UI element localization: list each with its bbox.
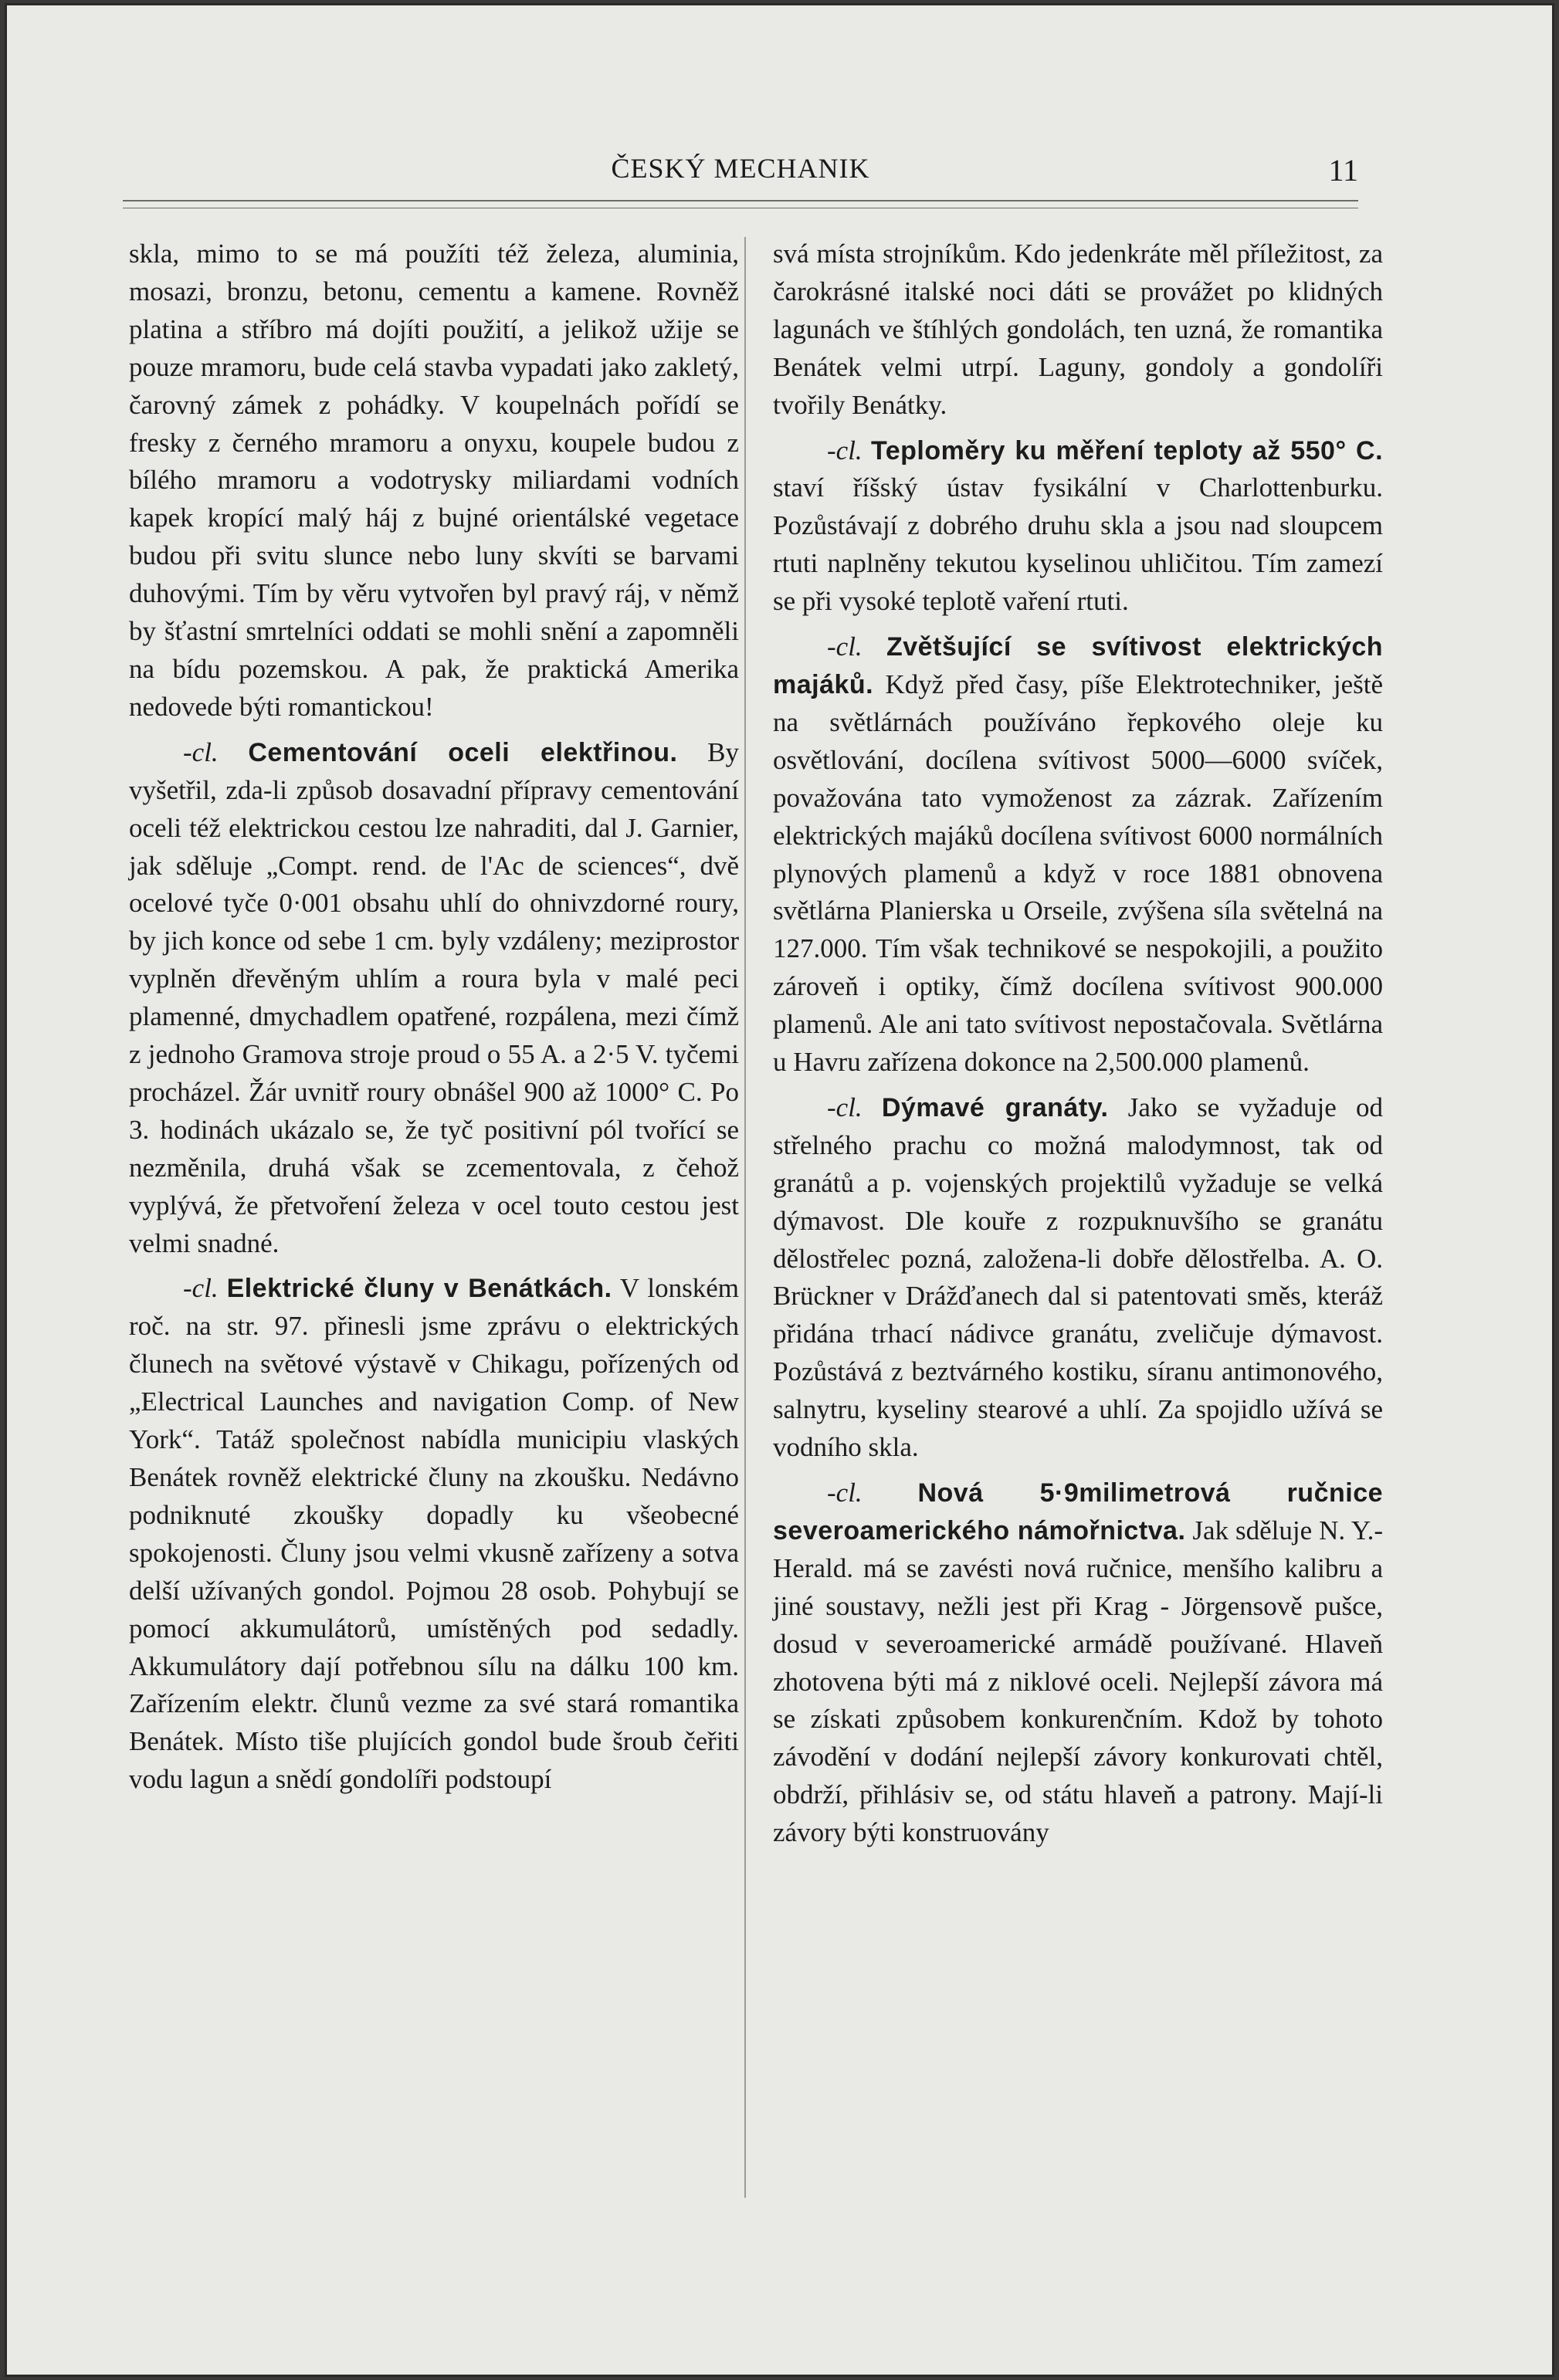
running-head: ČESKÝ MECHANIK — [611, 153, 870, 184]
page-number: 11 — [1328, 153, 1358, 188]
article-heading: Elektrické čluny v Benátkách. — [226, 1274, 612, 1304]
intro-paragraph: skla, mimo to se má použíti též železa, aluminia, mosazi, bronzu, betonu, cementu a kamene. Rovněž platina a stříbro má dojíti použití, a jelikož užije se pouze mramoru, bude celá stavba vypadati jako zakletý, čarovný zámek z pohádky. V koupelnách pořídí se fresky z černého mramoru a onyxu, koupele budou z bílého mramoru a vodotrysky miliardami vodních kapek kropící malý háj z bujné orientálské vegetace budou při svitu slunce nebo luny skvíti se barvami duhovými. Tím by věru vytvořen byl pravý ráj, v němž by šťastní smrtelníci oddati se mohli snění a zapomněli na bídu pozemskou. A pak, že praktická Amerika nedovede býti romantickou! — [129, 239, 739, 722]
article-lighthouses — [773, 628, 1383, 1082]
continuation-paragraph: svá místa strojníkům. Kdo jedenkráte měl příležitost, za čarokrásné italské noci dáti se provážet po klidných lagunách ve štíhlých gondolách, ten uzná, že romantika Benátek velmi utrpí. Laguny, gondoly a gondolíři tvořily Benátky. — [773, 239, 1383, 420]
article-smoke-grenades — [773, 1089, 1383, 1467]
page — [5, 3, 1554, 2377]
column-divider — [744, 237, 746, 2198]
article-heading: Teploměry ku měření teploty až 550° C. — [870, 435, 1384, 466]
right-column — [773, 235, 1383, 2273]
author-mark: -cl. — [827, 1092, 863, 1122]
author-mark: -cl. — [183, 736, 219, 767]
article-body: V lonském roč. na str. 97. přinesli jsme zprávu o elektrických člunech na světové výstavě v Chikagu, pořízených od „Electrical Launches and navigation Comp. of New York“. Tatáž společnost nabídla municipiu vlaských Benátek rovněž elektrické čluny na zkoušku. Nedávno podniknuté zkoušky dopadly ku všeobecné spokojenosti. Čluny jsou velmi vkusně zařízeny a sotva delší užívaných gondol. Pojmou 28 osob. Pohybují se pomocí akkumulátorů, umístěných pod sedadly. Akkumulátory dají potřebnou sílu na dálku 100 km. Zařízením elektr. člunů vezme za své stará romantika Benátek. Místo tiše plujících gondol bude šroub čeřiti vodu lagun a snědí gondolíři podstoupí — [129, 1273, 740, 1795]
article-electric-boats — [129, 1270, 739, 1799]
article-thermometers — [773, 432, 1383, 621]
article-body: Když před časy, píše Elektrotechniker, ještě na světlárnách používáno řepkového oleje ku osvětlování, docílena svítivost 5000—6000 svíček, považována tato vymoženost za zázrak. Zařízením elektrických majáků docílena svítivost 6000 normálních plynových plamenů a když v roce 1881 obnovena světlárna Planierska u Orseile, zvýšena síla světelná na 127.000. Tím však technikové se nespokojili, a použito zároveň i optiky, čímž docílena svítivost 900.000 plamenů. Ale ani tato svítivost nepostačovala. Světlárna u Havru zařízena dokonce na 2,500.000 plamenů. — [773, 669, 1384, 1078]
page-header — [123, 152, 1358, 198]
article-body: Jako se vyžaduje od střelného prachu co možná malodymnost, tak od granátů a p. vojenských projektilů vyžaduje se velká dýmavost. Dle kouře z rozpuknuvšího se granátu dělostřelec pozná, založena-li dobře dělostřelba. A. O. Brückner v Drážďanech dal si patentovati směs, kteráž přidána trhací nádivce granátu, zveličuje dýmavost. Pozůstává z beztvárného kostiku, síranu antimonového, salnytru, kyseliny stearové a uhlí. Za spojidlo užívá se vodního skla. — [773, 1092, 1384, 1463]
author-mark: -cl. — [183, 1273, 219, 1304]
article-heading: Zvětšující se svítivost elektrických majáků. — [773, 632, 1383, 699]
article-body: staví říšský ústav fysikální v Charlottenburku. Pozůstávají z dobrého druhu skla a jsou nad sloupcem rtuti naplněny tekutou kyselinou uhličitou. Tím zamezí se při vysoké teplotě vaření rtuti. — [773, 472, 1383, 617]
article-heading: Cementování oceli elektřinou. — [248, 737, 678, 767]
article-body: Jak sděluje N. Y.-Herald. má se zavésti nová ručnice, menšího kalibru a jiné soustavy, nežli jest při Krag - Jörgensově pušce, dosud v severoamerické armádě používané. Hlaveň zhotovena býti má z niklové oceli. Nejlepší závora má se získati způsobem konkurenčním. Kdož by tohoto závodění v dodání nejlepší závory konkurovati chtěl, obdrží, přihlásiv se, od státu hlaveň a patrony. Mají-li závory býti konstruovány — [773, 1515, 1383, 1848]
article-navy-rifle — [773, 1474, 1383, 1852]
author-mark: -cl. — [827, 1478, 863, 1508]
left-column — [129, 235, 739, 2273]
author-mark: -cl. — [827, 631, 863, 662]
article-heading: Dýmavé granáty. — [881, 1092, 1109, 1122]
header-rule — [123, 200, 1358, 201]
article-cementing-steel — [129, 734, 739, 1263]
article-body: By vyšetřil, zda-li způsob dosavadní přípravy cementování oceli též elektrickou cestou lze nahraditi, dal J. Garnier, jak sděluje „Compt. rend. de l'Ac de sciences“, dvě ocelové tyče 0·001 obsahu uhlí do ohnivzdorné roury, by jich konce od sebe 1 cm. byly vzdáleny; meziprostor vyplněn dřevěným uhlím a roura byla v malé peci plamenné, dmychadlem opatřené, rozpálena, mezi čímž z jednoho Gramova stroje proud o 55 A. a 2·5 V. tyčemi procházel. Žár uvnitř roury obnášel 900 až 1000° C. Po 3. hodinách ukázalo se, že tyč positivní pól tvořící se nezměnila, druhá však se zcementovala, z čehož vyplývá, že přetvoření železa v ocel touto cestou jest velmi snadné. — [129, 736, 740, 1258]
article-heading: Nová 5·9milimetrová ručnice severoamerického námořnictva. — [773, 1478, 1384, 1545]
author-mark: -cl. — [827, 435, 863, 466]
